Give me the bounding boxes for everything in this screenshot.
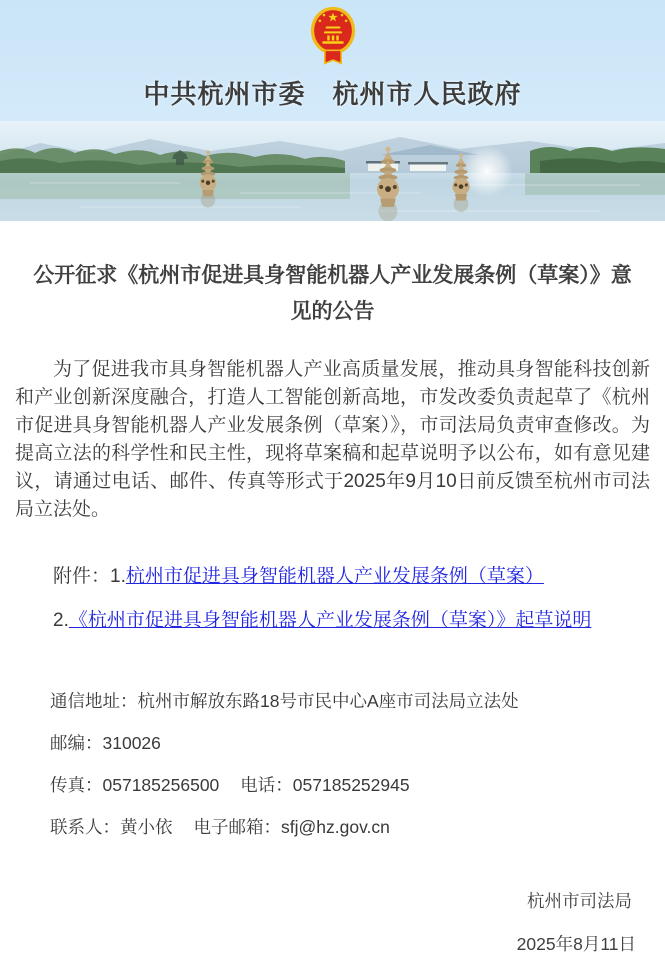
contact-phone: 电话：057185252945 xyxy=(240,775,410,795)
tree-reflection-right xyxy=(525,173,665,195)
banner-org-title: 中共杭州市委 杭州市人民政府 xyxy=(143,79,522,109)
notice-body-paragraph: 为了促进我市具身智能机器人产业高质量发展，推动具身智能科技创新和产业创新深度融合，打造人工智能创新高地，市发改委负责起草了《杭州市促进具身智能机器人产业发展条例（草案）》，市司法局负责审查修改。为提高立法的科学性和民主性，现将草案稿和起草说明予以公布，如有意见建议，请通过电话、邮件、传真等形式于2025年9月10日前反馈至杭州市司法局立法处。 xyxy=(15,359,650,520)
notice-content xyxy=(0,258,665,953)
attachment-number-2: 2. xyxy=(53,610,69,631)
contact-fax-phone xyxy=(15,776,650,794)
attachments-label: 附件： xyxy=(53,566,111,587)
contact-address: 通信地址：杭州市解放东路18号市民中心A座市司法局立法处 xyxy=(50,691,519,711)
contact-postcode: 邮编：310026 xyxy=(50,733,161,753)
notice-title: 公开征求《杭州市促进具身智能机器人产业发展条例（草案）》意见的公告 xyxy=(33,264,632,323)
tree-reflection xyxy=(0,173,350,199)
west-lake-photo xyxy=(0,121,665,221)
contact-person-email xyxy=(15,818,650,836)
signature-org: 杭州市司法局 xyxy=(527,891,632,911)
national-emblem-icon xyxy=(308,6,358,70)
attachment-line-2 xyxy=(15,608,650,634)
contact-fax: 传真：057185256500 xyxy=(50,775,220,795)
attachment-link-drafting-notes[interactable]: 《杭州市促进具身智能机器人产业发展条例（草案）》起草说明 xyxy=(68,610,592,631)
attachments-section xyxy=(15,564,650,634)
government-banner xyxy=(0,0,665,221)
attachment-line-1 xyxy=(15,564,650,590)
signature-date: 2025年8月11日 xyxy=(516,934,636,954)
contact-email: 电子邮箱：sfj@hz.gov.cn xyxy=(193,817,390,837)
signature-block xyxy=(15,892,650,953)
attachment-link-draft-regulation[interactable]: 杭州市促进具身智能机器人产业发展条例（草案） xyxy=(125,566,544,587)
attachment-number-1: 1. xyxy=(110,566,126,587)
contact-person: 联系人：黄小依 xyxy=(50,817,173,837)
contact-info-section xyxy=(15,692,650,836)
